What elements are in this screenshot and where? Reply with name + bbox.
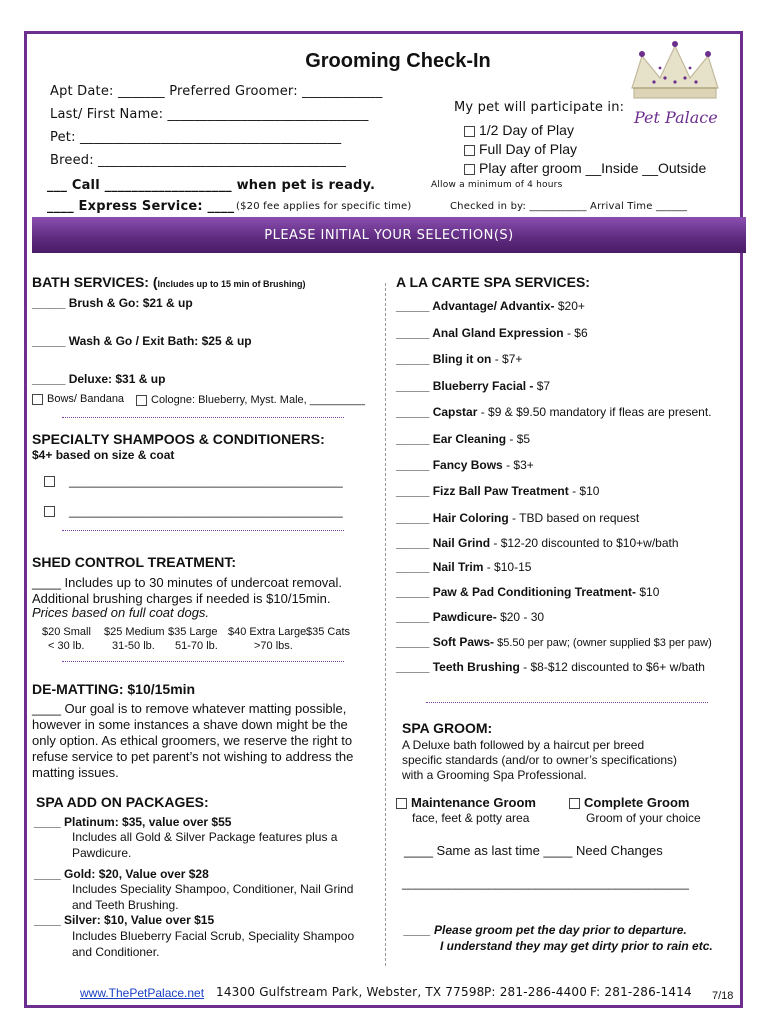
alacarte-item-name: _____ Fizz Ball Paw Treatment [396, 484, 569, 498]
brush-go-item[interactable]: _____ Brush & Go: $21 & up [32, 296, 193, 310]
dematting-line-5: matting issues. [32, 765, 119, 780]
alacarte-item[interactable] [396, 299, 585, 313]
alacarte-item-name: _____ Paw & Pad Conditioning Treatment- [396, 585, 637, 599]
shed-line-1[interactable]: ____ Includes up to 30 minutes of undercoat removal. [32, 575, 343, 590]
alacarte-item-price: $10 [636, 585, 660, 599]
alacarte-item-price: $5.50 per paw; (owner supplied $3 per paw) [494, 637, 712, 649]
alacarte-item-price: - $10 [568, 484, 600, 498]
alacarte-item-price: $20 - 30 [496, 610, 545, 624]
checkbox-icon[interactable] [464, 145, 475, 156]
express-note: ($20 fee applies for specific time) [236, 201, 412, 212]
alacarte-item[interactable] [396, 405, 712, 419]
express-service-field[interactable]: ____ Express Service: ____ [47, 199, 235, 214]
alacarte-item-name: _____ Nail Trim [396, 560, 484, 574]
cologne-option[interactable]: Cologne: Blueberry, Myst. Male, _________ [136, 394, 365, 406]
shed-size-small: < 30 lb. [48, 640, 85, 652]
same-or-changes-field[interactable]: ____ Same as last time ____ Need Changes [404, 843, 663, 858]
pet-field[interactable]: Pet: _______________________________________ [50, 130, 342, 145]
dematting-line-1[interactable]: ____ Our goal is to remove whatever matting possible, [32, 701, 347, 716]
alacarte-item-price: $7 [533, 379, 551, 393]
silver-desc-2: and Conditioner. [72, 945, 160, 959]
alacarte-item-name: _____ Nail Grind [396, 536, 491, 550]
alacarte-item-price: - $9 & $9.50 mandatory if fleas are present. [477, 405, 712, 419]
dematting-line-3: only option. As ethical groomers, we reserve the right to [32, 733, 353, 748]
bath-services-heading: BATH SERVICES: (Includes up to 15 min of Brushing) [32, 274, 306, 290]
dematting-heading: DE-MATTING: $10/15min [32, 681, 196, 697]
full-day-play-option[interactable]: Full Day of Play [464, 141, 577, 157]
platinum-desc-1: Includes all Gold & Silver Package features plus a [72, 830, 338, 844]
checkbox-icon[interactable] [44, 506, 55, 517]
form-version: 7/18 [712, 990, 734, 1002]
call-field[interactable]: ___ Call ___________________ when pet is ready. [47, 178, 376, 193]
footer-phone: P: 281-286-4400 [484, 985, 588, 999]
play-after-groom-option[interactable]: Play after groom __Inside __Outside [464, 160, 706, 176]
bows-bandana-option[interactable]: Bows/ Bandana [32, 393, 124, 405]
alacarte-item-price: - $10-15 [483, 560, 532, 574]
alacarte-heading: A LA CARTE SPA SERVICES: [396, 274, 590, 290]
alacarte-item-name: _____ Blueberry Facial - [396, 379, 534, 393]
alacarte-item-price: - $6 [563, 326, 588, 340]
divider [62, 661, 344, 662]
initial-selections-banner: PLEASE INITIAL YOUR SELECTION(S) [32, 217, 746, 253]
silver-desc-1: Includes Blueberry Facial Scrub, Speciality Shampoo [72, 929, 355, 943]
deluxe-item[interactable]: _____ Deluxe: $31 & up [32, 372, 166, 386]
shed-price-cats: $35 Cats [306, 626, 351, 638]
call-note: Allow a minimum of 4 hours [431, 180, 563, 190]
alacarte-item[interactable] [396, 352, 522, 366]
checkbox-icon[interactable] [136, 395, 147, 406]
name-field[interactable]: Last/ First Name: ______________________________ [50, 107, 369, 122]
checkbox-icon[interactable] [464, 164, 475, 175]
spa-groom-line-3: with a Grooming Spa Professional. [402, 768, 587, 782]
wash-go-item[interactable]: _____ Wash & Go / Exit Bath: $25 & up [32, 334, 252, 348]
gold-package[interactable]: ____ Gold: $20, Value over $28 [34, 867, 209, 881]
alacarte-item[interactable] [396, 660, 705, 674]
alacarte-item[interactable] [396, 585, 659, 599]
alacarte-item-price: - TBD based on request [508, 511, 640, 525]
spa-groom-line-2: specific standards (and/or to owner’s specifications) [402, 753, 678, 767]
alacarte-item[interactable] [396, 326, 588, 340]
silver-package[interactable]: ____ Silver: $10, Value over $15 [34, 913, 215, 927]
logo-text: Pet Palace [634, 108, 718, 127]
alacarte-item-name: _____ Advantage/ Advantix- [396, 299, 555, 313]
checkbox-icon[interactable] [32, 394, 43, 405]
alacarte-item[interactable] [396, 511, 639, 525]
alacarte-item-name: _____ Fancy Bows [396, 458, 503, 472]
footer-fax: F: 281-286-1414 [590, 985, 692, 999]
shed-price-xlarge: $40 Extra Large [228, 626, 307, 638]
participate-heading: My pet will participate in: [454, 100, 625, 115]
checkbox-icon[interactable] [569, 798, 580, 809]
shed-size-large: 51-70 lb. [175, 640, 218, 652]
shed-price-large: $35 Large [168, 626, 218, 638]
dematting-line-4: refuse service to pet parent’s not wishing to address the [32, 749, 354, 764]
alacarte-item[interactable] [396, 484, 599, 498]
spa-groom-line-1: A Deluxe bath followed by a haircut per breed [402, 738, 645, 752]
packages-heading: SPA ADD ON PACKAGES: [36, 794, 209, 810]
shed-line-2: Additional brushing charges if needed is $10/15min. [32, 591, 331, 606]
column-divider [385, 283, 386, 966]
alacarte-item[interactable] [396, 610, 544, 624]
shampoo-heading: SPECIALTY SHAMPOOS & CONDITIONERS: [32, 431, 325, 447]
alacarte-item[interactable] [396, 458, 534, 472]
alacarte-item[interactable] [396, 560, 531, 574]
half-day-play-option[interactable]: 1/2 Day of Play [464, 122, 574, 138]
alacarte-item-price: - $12-20 discounted to $10+w/bath [490, 536, 679, 550]
alacarte-item-name: _____ Teeth Brushing [396, 660, 520, 674]
shampoo-sub: $4+ based on size & coat [32, 448, 175, 462]
alacarte-item[interactable] [396, 536, 679, 550]
alacarte-item-name: _____ Anal Gland Expression [396, 326, 564, 340]
alacarte-item-price: $20+ [554, 299, 585, 313]
apt-date-field[interactable]: Apt Date: _______ Preferred Groomer: ____________ [50, 84, 383, 99]
shampoo-line-2[interactable]: _________________________________________ [44, 504, 343, 518]
platinum-desc-2: Pawdicure. [72, 846, 132, 860]
shed-line-3: Prices based on full coat dogs. [32, 605, 210, 620]
alacarte-item[interactable] [396, 379, 550, 393]
website-link[interactable]: www.ThePetPalace.net [80, 986, 205, 1000]
groom-prior-note[interactable]: ____ Please groom pet the day prior to departure. [404, 923, 687, 937]
alacarte-item-name: _____ Bling it on [396, 352, 492, 366]
alacarte-item-name: _____ Capstar [396, 405, 478, 419]
dirty-disclaimer: I understand they may get dirty prior to rain etc. [440, 939, 713, 953]
alacarte-item-price: - $8-$12 discounted to $6+ w/bath [519, 660, 705, 674]
divider [62, 417, 344, 418]
complete-groom-option[interactable]: Complete Groom [569, 795, 689, 810]
gold-desc-2: and Teeth Brushing. [72, 898, 179, 912]
alacarte-item[interactable] [396, 635, 712, 649]
checkbox-icon[interactable] [44, 476, 55, 487]
shed-size-medium: 31-50 lb. [112, 640, 155, 652]
alacarte-item-name: _____ Pawdicure- [396, 610, 497, 624]
page-title: Grooming Check-In [305, 50, 491, 72]
alacarte-item-name: _____ Hair Coloring [396, 511, 509, 525]
platinum-package[interactable]: ____ Platinum: $35, value over $55 [34, 815, 232, 829]
divider [426, 702, 708, 703]
shampoo-line-1[interactable]: _________________________________________ [44, 474, 343, 488]
checkbox-icon[interactable] [464, 126, 475, 137]
spa-groom-heading: SPA GROOM: [402, 720, 493, 736]
alacarte-item-price: - $3+ [502, 458, 534, 472]
checked-in-field[interactable]: Checked in by: ___________ Arrival Time ______ [450, 201, 688, 212]
shed-size-xlarge: >70 lbs. [254, 640, 293, 652]
footer-address: 14300 Gulfstream Park, Webster, TX 77598 [216, 985, 485, 999]
groom-notes-line[interactable]: ___________________________________________ [402, 876, 689, 890]
shed-price-small: $20 Small [42, 626, 91, 638]
maintenance-groom-option[interactable]: Maintenance Groom [396, 795, 536, 810]
shed-price-medium: $25 Medium [104, 626, 165, 638]
alacarte-item-price: - $5 [506, 432, 531, 446]
gold-desc-1: Includes Speciality Shampoo, Conditioner, Nail Grind [72, 882, 354, 896]
complete-groom-sub: Groom of your choice [586, 811, 701, 825]
maintenance-groom-sub: face, feet & potty area [412, 811, 530, 825]
checkbox-icon[interactable] [396, 798, 407, 809]
breed-field[interactable]: Breed: _____________________________________ [50, 153, 347, 168]
alacarte-item-name: _____ Soft Paws- [396, 635, 495, 649]
alacarte-item-price: - $7+ [491, 352, 523, 366]
alacarte-item[interactable] [396, 432, 530, 446]
dematting-line-2: however in some instances a shave down might be the [32, 717, 348, 732]
alacarte-item-name: _____ Ear Cleaning [396, 432, 507, 446]
shed-control-heading: SHED CONTROL TREATMENT: [32, 554, 237, 570]
divider [62, 530, 344, 531]
